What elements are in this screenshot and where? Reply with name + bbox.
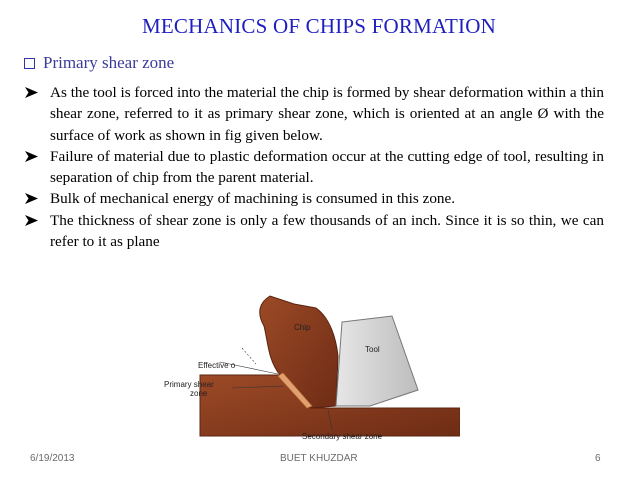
footer-date: 6/19/2013: [30, 453, 75, 464]
bullet-item: [24, 210, 604, 253]
footer-institution: BUET KHUZDAR: [280, 453, 358, 464]
effective-label: Effective o: [198, 361, 236, 370]
chip-formation-figure: [160, 290, 460, 448]
chip-label: Chip: [294, 323, 311, 332]
bullet-text: Failure of material due to plastic deformation occur at the cutting edge of tool, resulting in separation of chip from the parent material.: [50, 147, 604, 187]
slide-title: MECHANICS OF CHIPS FORMATION: [142, 14, 496, 38]
arrow-bullet-icon: [25, 215, 38, 226]
footer-page-number: 6: [595, 453, 601, 464]
bullet-item: [24, 146, 604, 189]
arrow-bullet-icon: [25, 151, 38, 162]
checkbox-bullet-icon: [24, 58, 35, 69]
secondary-shear-label: Secondary shear zone: [302, 432, 383, 441]
bullet-item: [24, 188, 604, 209]
arrow-bullet-icon: [25, 87, 38, 98]
primary-shear-label-1: Primary shear: [164, 380, 214, 389]
primary-shear-label-2: zone: [190, 389, 208, 398]
subheading: [24, 53, 174, 73]
bullet-text: Bulk of mechanical energy of machining is consumed in this zone.: [50, 190, 456, 208]
bullet-text: As the tool is forced into the material the chip is formed by shear deformation within a thin shear zone, referred to it as primary shear zone, which is oriented at an angle Ø with the surface of work as shown in fig given below.: [50, 84, 604, 144]
bullet-text: The thickness of shear zone is only a few thousands of an inch. Since it is so thin, we can refer to it as plane: [50, 211, 604, 251]
subheading-text: Primary shear zone: [43, 53, 175, 72]
bullet-list: [24, 82, 604, 252]
tool-shape: [336, 316, 418, 406]
tool-label: Tool: [365, 345, 380, 354]
bullet-item: [24, 82, 604, 146]
arrow-bullet-icon: [25, 193, 38, 204]
